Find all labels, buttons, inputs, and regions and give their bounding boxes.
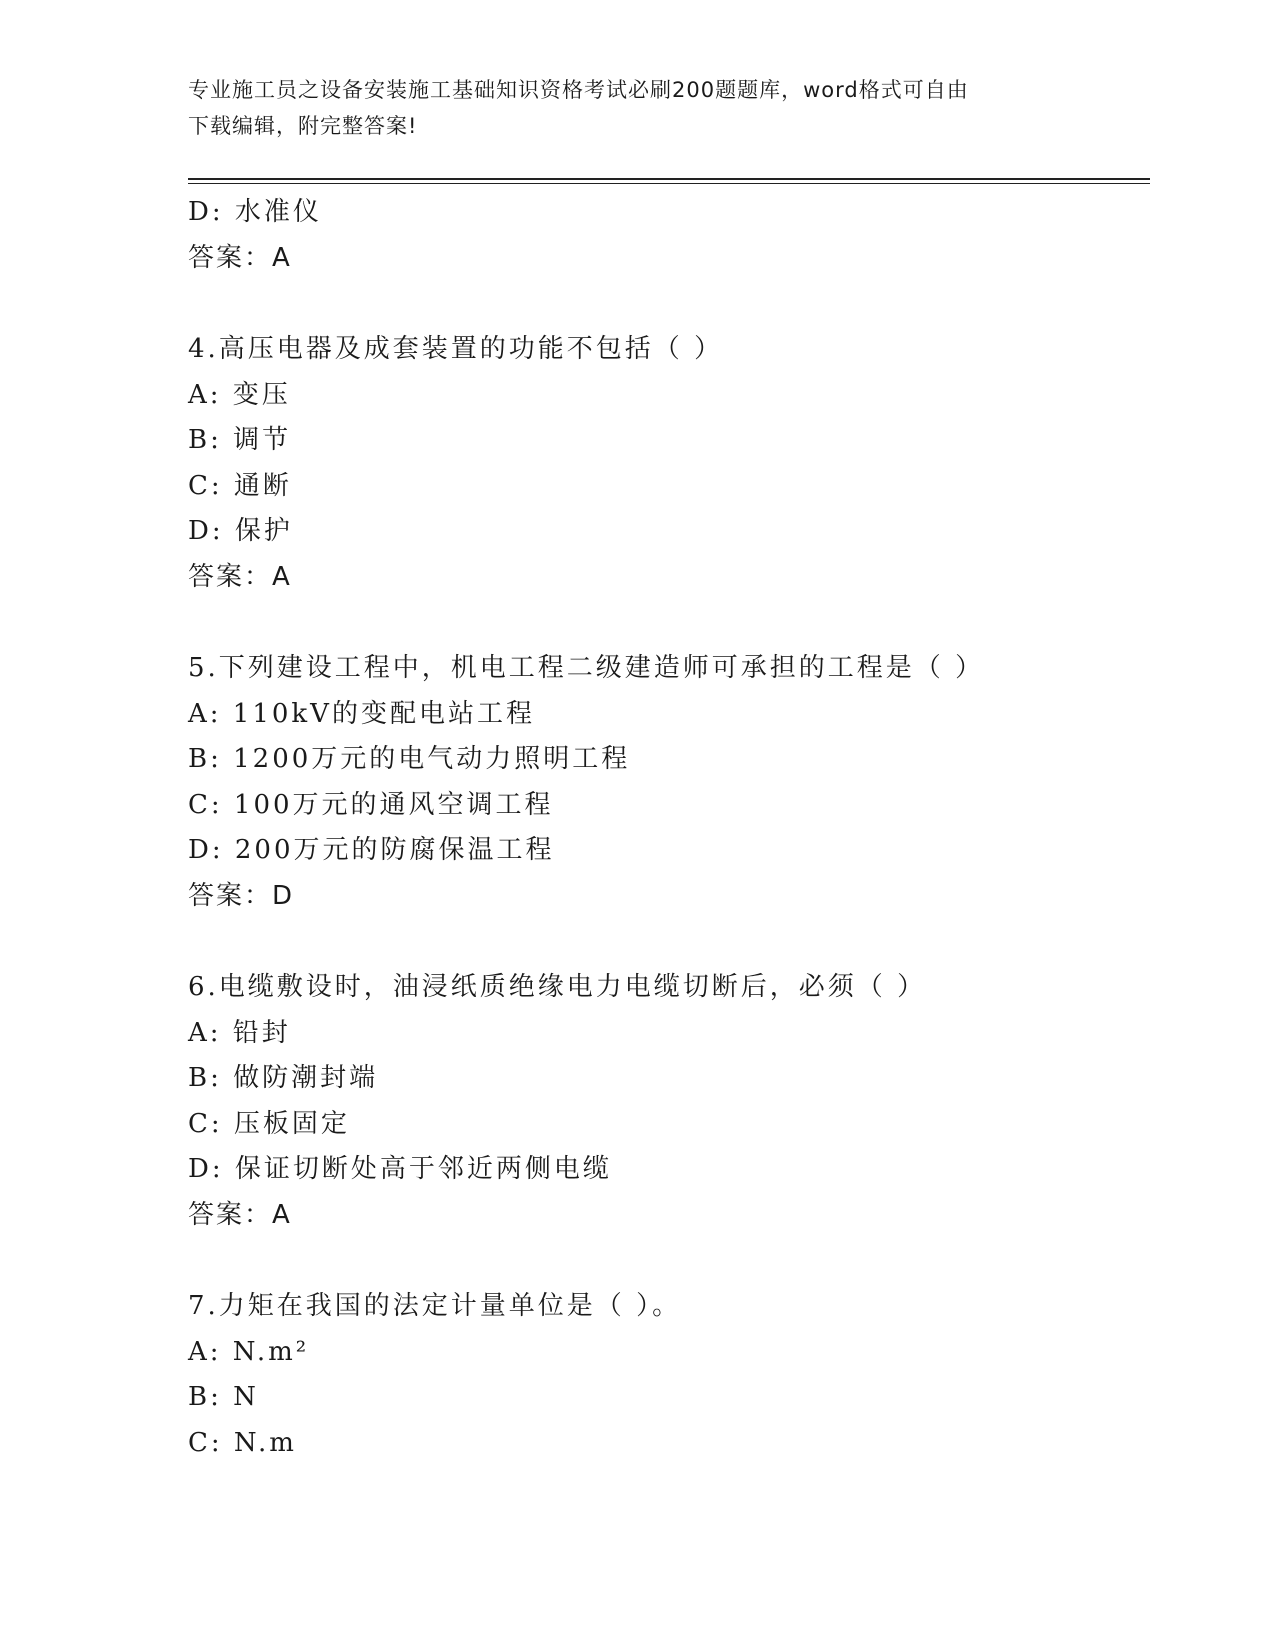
question-3-answer: 答案：A xyxy=(188,242,292,273)
spacer xyxy=(188,281,1148,327)
question-4-option-c: C: 通断 xyxy=(188,470,292,501)
header-line-1: 专业施工员之设备安装施工基础知识资格考试必刷200题题库，word格式可自由 xyxy=(188,78,969,102)
question-5 xyxy=(188,646,1148,919)
spacer xyxy=(188,1238,1148,1284)
question-list xyxy=(188,190,1148,1466)
document-header xyxy=(188,72,1068,144)
question-4-option-a: A: 变压 xyxy=(188,379,291,410)
question-6 xyxy=(188,965,1148,1238)
question-7-text: 7.力矩在我国的法定计量单位是（ ）。 xyxy=(188,1291,682,1321)
question-5-option-d: D: 200万元的防腐保温工程 xyxy=(188,835,555,865)
question-3 xyxy=(188,190,1148,281)
question-7-option-b: B: N xyxy=(188,1382,259,1412)
question-4 xyxy=(188,327,1148,600)
spacer xyxy=(188,919,1148,965)
question-6-option-a: A: 铅封 xyxy=(188,1017,291,1048)
question-6-option-c: C: 压板固定 xyxy=(188,1108,350,1139)
question-4-option-b: B: 调节 xyxy=(188,425,292,455)
question-7-option-a: A: N.m² xyxy=(188,1336,310,1367)
header-divider-bottom xyxy=(188,183,1150,184)
question-6-option-b: B: 做防潮封端 xyxy=(188,1063,379,1093)
spacer xyxy=(188,600,1148,646)
question-5-option-a: A: 110kV的变配电站工程 xyxy=(188,698,535,729)
header-divider-top xyxy=(188,178,1150,180)
question-7 xyxy=(188,1284,1148,1466)
question-5-option-c: C: 100万元的通风空调工程 xyxy=(188,789,554,820)
question-6-text: 6.电缆敷设时，油浸纸质绝缘电力电缆切断后，必须（ ） xyxy=(188,972,927,1002)
question-6-answer: 答案：A xyxy=(188,1199,292,1230)
question-4-option-d: D: 保护 xyxy=(188,516,293,546)
question-7-option-c: C: N.m xyxy=(188,1427,297,1458)
question-6-option-d: D: 保证切断处高于邻近两侧电缆 xyxy=(188,1154,612,1184)
question-3-option-d: D: 水准仪 xyxy=(188,197,322,227)
question-5-answer: 答案：D xyxy=(188,880,295,911)
header-line-2: 下载编辑，附完整答案! xyxy=(188,114,418,138)
question-5-text: 5.下列建设工程中，机电工程二级建造师可承担的工程是（ ） xyxy=(188,653,985,683)
question-5-option-b: B: 1200万元的电气动力照明工程 xyxy=(188,744,631,774)
question-4-answer: 答案：A xyxy=(188,561,292,592)
question-4-text: 4.高压电器及成套装置的功能不包括（ ） xyxy=(188,334,724,364)
